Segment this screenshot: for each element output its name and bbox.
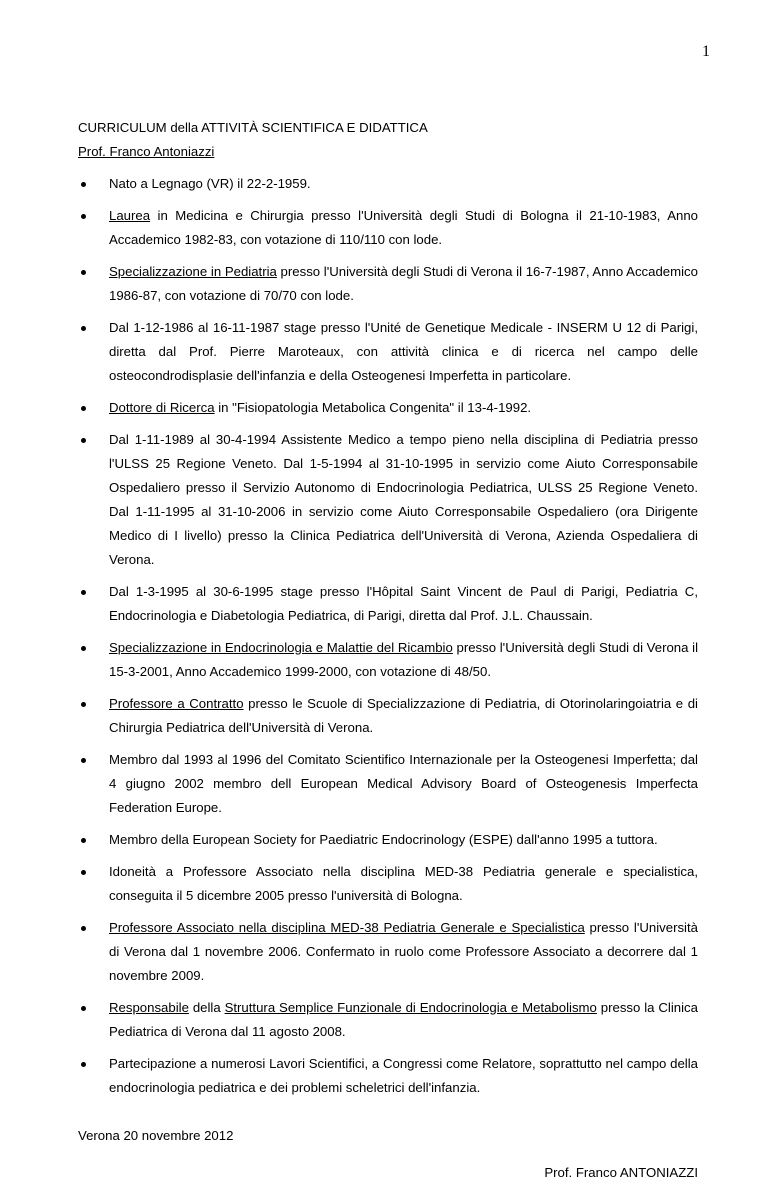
cv-item [78, 748, 698, 820]
cv-item-underlined: Professore Associato nella disciplina MED-38 Pediatria Generale e Specialistica [109, 920, 585, 935]
cv-item-text: presso le Scuole di Specializzazione di Pediatria, di Otorinolaringoiatria e di Chirurgia Pediatrica dell'Università di Verona. [109, 696, 698, 735]
cv-item-text: in "Fisiopatologia Metabolica Congenita" il 13-4-1992. [214, 400, 532, 415]
bullet-icon [81, 702, 86, 707]
cv-item [78, 580, 698, 628]
cv-item [78, 860, 698, 908]
cv-item-text-2: presso la Clinica Pediatrica di Verona dal 11 agosto 2008. [109, 1000, 698, 1039]
cv-item-underlined: Laurea [109, 208, 151, 223]
bullet-icon [81, 1006, 86, 1011]
cv-item [78, 1052, 698, 1100]
cv-item-underlined: Specializzazione in Endocrinologia e Malattie del Ricambio [109, 640, 453, 655]
cv-item-underlined: Specializzazione in Pediatria [109, 264, 277, 279]
cv-item [78, 916, 698, 988]
cv-item [78, 204, 698, 252]
bullet-icon [81, 270, 86, 275]
cv-item-text: presso l'Università di Verona dal 1 novembre 2006. Confermato in ruolo come Professore Associato a decorrere dal 1 novembre 2009. [109, 920, 698, 983]
cv-item-text: presso l'Università degli Studi di Verona il 16-7-1987, Anno Accademico 1986-87, con votazione di 70/70 con lode. [109, 264, 698, 303]
cv-item-text: Dal 1-12-1986 al 16-11-1987 stage presso l'Unité de Genetique Medicale - INSERM U 12 di Parigi, diretta dal Prof. Pierre Maroteaux, con attività clinica e di ricerca nel campo delle osteocondrodisplasie dell'infanzia e della Osteogenesi Imperfetta in particolare. [109, 320, 698, 383]
bullet-icon [81, 590, 86, 595]
bullet-icon [81, 646, 86, 651]
cv-item [78, 692, 698, 740]
bullet-icon [81, 406, 86, 411]
cv-item-text: Nato a Legnago (VR) il 22-2-1959. [109, 176, 311, 191]
cv-item-text: Membro dal 1993 al 1996 del Comitato Scientifico Internazionale per la Osteogenesi Imperfetta; dal 4 giugno 2002 membro dell European Medical Advisory Board of Osteogenesis Imperfecta Federation Europe. [109, 752, 698, 815]
document-body [78, 116, 698, 1198]
cv-item-text: della [188, 1000, 225, 1015]
cv-item-text: Dal 1-11-1989 al 30-4-1994 Assistente Medico a tempo pieno nella disciplina di Pediatria presso l'ULSS 25 Regione Veneto. Dal 1-5-1994 al 31-10-1995 in servizio come Aiuto Corresponsabile Ospedaliero presso il Servizio Autonomo di Endocrinologia Pediatrica, ULSS 25 Regione Veneto. Dal 1-11-1995 al 31-10-2006 in servizio come Aiuto Corresponsabile Ospedaliero (ora Dirigente Medico di I livello) presso la Clinica Pediatrica dell'Università di Verona, Azienda Ospedaliera di Verona. [109, 432, 698, 567]
cv-item [78, 260, 698, 308]
cv-list [78, 172, 698, 1100]
cv-item-text: Membro della European Society for Paediatric Endocrinology (ESPE) dall'anno 1995 a tuttora. [109, 832, 658, 847]
bullet-icon [81, 838, 86, 843]
bullet-icon [81, 326, 86, 331]
place-date: Verona 20 novembre 2012 [78, 1128, 234, 1143]
document-title: CURRICULUM della ATTIVITÀ SCIENTIFICA E DIDATTICA [78, 120, 428, 135]
bullet-icon [81, 182, 86, 187]
cv-item [78, 828, 698, 852]
cv-item [78, 396, 698, 420]
signature: Prof. Franco ANTONIAZZI [544, 1165, 698, 1181]
bullet-icon [81, 1062, 86, 1067]
cv-item-underlined: Responsabile [109, 1000, 189, 1015]
bullet-icon [81, 758, 86, 763]
cv-item-underlined: Professore a Contratto [109, 696, 244, 711]
cv-item-text: presso l'Università degli Studi di Verona il 15-3-2001, Anno Accademico 1999-2000, con votazione di 48/50. [109, 640, 698, 679]
cv-item-text: Dal 1-3-1995 al 30-6-1995 stage presso l'Hôpital Saint Vincent de Paul di Parigi, Pediatria C, Endocrinologia e Diabetologia Pediatrica, di Parigi, diretta dal Prof. J.L. Chaussain. [109, 584, 698, 623]
cv-item-text: in Medicina e Chirurgia presso l'Università degli Studi di Bologna il 21-10-1983, Anno Accademico 1982-83, con votazione di 110/110 con lode. [109, 208, 698, 247]
bullet-icon [81, 438, 86, 443]
cv-item-underlined-2: Struttura Semplice Funzionale di Endocrinologia e Metabolismo [224, 1000, 597, 1015]
bullet-icon [81, 214, 86, 219]
cv-item-text: Idoneità a Professore Associato nella disciplina MED-38 Pediatria generale e specialistica, conseguita il 5 dicembre 2005 presso l'università di Bologna. [109, 864, 698, 903]
page-number: 1 [702, 43, 710, 60]
cv-item-underlined: Dottore di Ricerca [109, 400, 215, 415]
cv-item [78, 636, 698, 684]
bullet-icon [81, 926, 86, 931]
cv-item [78, 996, 698, 1044]
author-name: Prof. Franco Antoniazzi [78, 144, 215, 159]
cv-item [78, 316, 698, 388]
cv-item [78, 172, 698, 196]
bullet-icon [81, 870, 86, 875]
cv-item-text: Partecipazione a numerosi Lavori Scientifici, a Congressi come Relatore, soprattutto nel campo della endocrinologia pediatrica e dei problemi scheletrici dell'infanzia. [109, 1056, 698, 1095]
cv-item [78, 428, 698, 572]
